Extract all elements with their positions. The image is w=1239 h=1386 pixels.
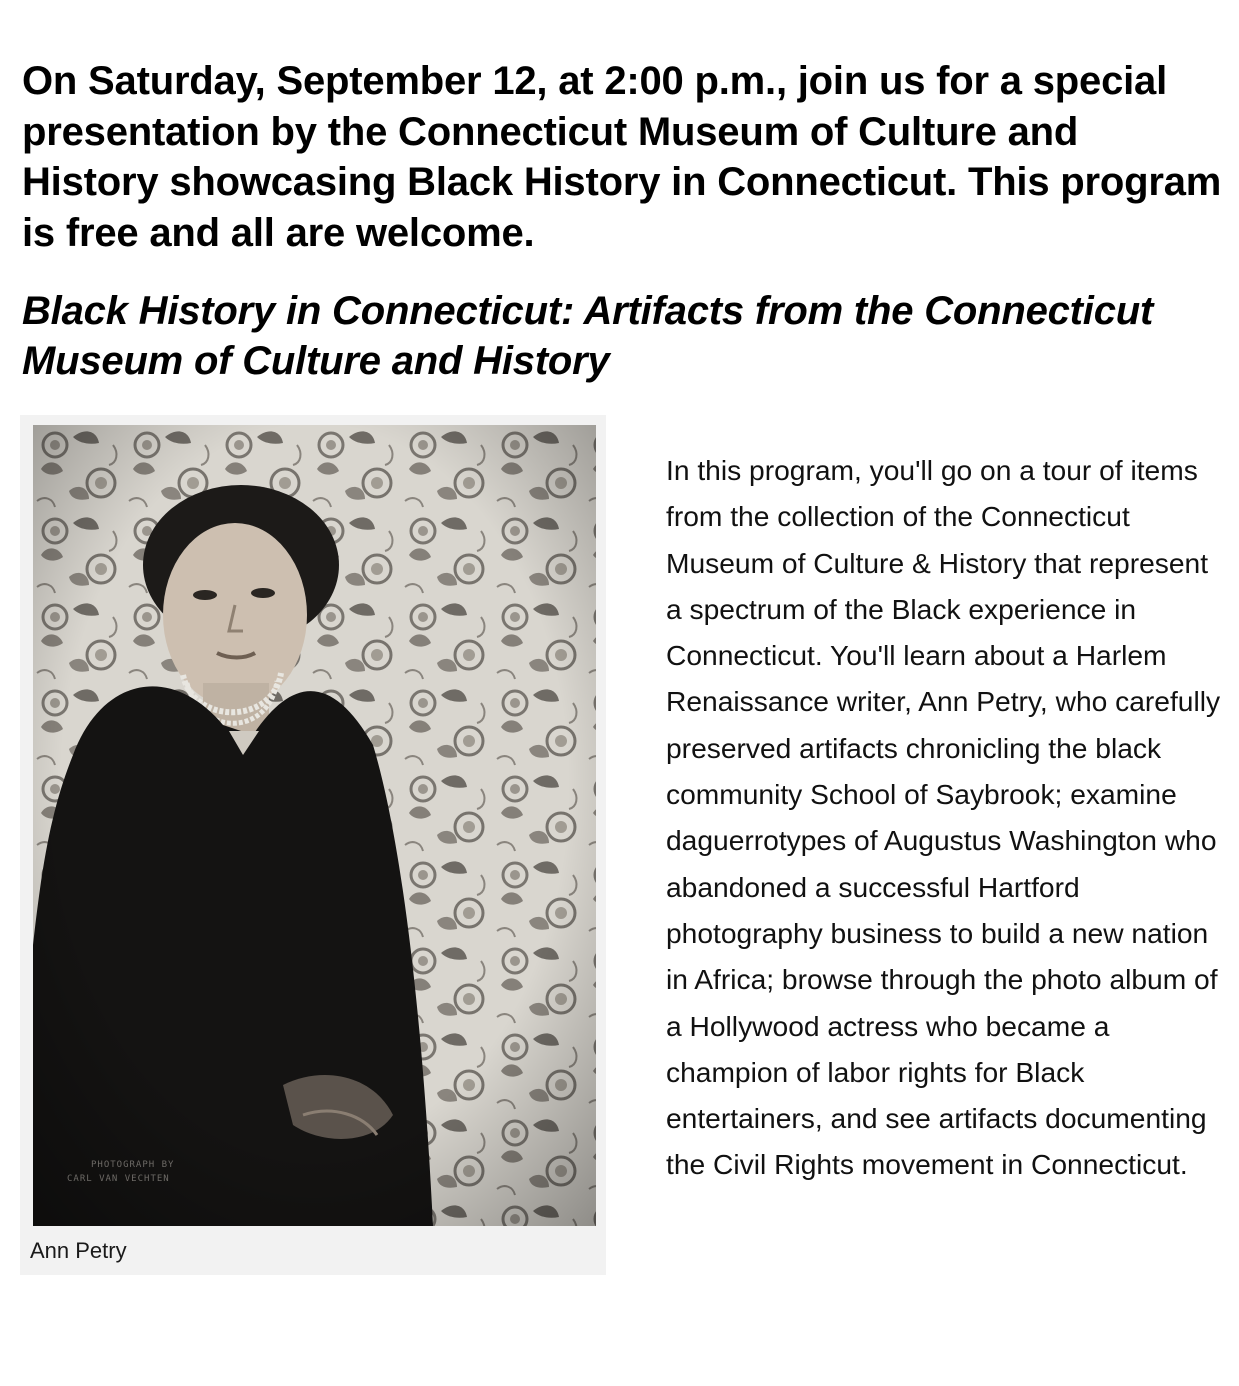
event-announcement-headline: On Saturday, September 12, at 2:00 p.m., join us for a special presentation by the Connecticut Museum of Culture and History showcasing Black History in Connecticut. This program is free and all are welcome. [22,59,1222,255]
program-description: In this program, you'll go on a tour of items from the collection of the Connecticut Museum of Culture & History that represent a spectrum of the Black experience in Connecticut. You'll learn about a Harlem Renaissance writer, Ann Petry, who carefully preserved artifacts chronicling the black community School of Saybrook; examine daguerrotypes of Augustus Washington who abandoned a successful Hartford photography business to build a new nation in Africa; browse through the photo album of a Hollywood actress who became a champion of labor rights for Black entertainers, and see artifacts documenting the Civil Rights movement in Connecticut. [666,454,1221,1181]
svg-text:CARL VAN VECHTEN: CARL VAN VECHTEN [67,1174,170,1184]
program-title: Black History in Connecticut: Artifacts from the Connecticut Museum of Culture and History [22,289,1154,383]
svg-text:PHOTOGRAPH BY: PHOTOGRAPH BY [91,1160,175,1170]
portrait-figure [20,415,606,1275]
photo-caption: Ann Petry [30,1238,127,1263]
ann-petry-portrait-photo [33,425,596,1226]
